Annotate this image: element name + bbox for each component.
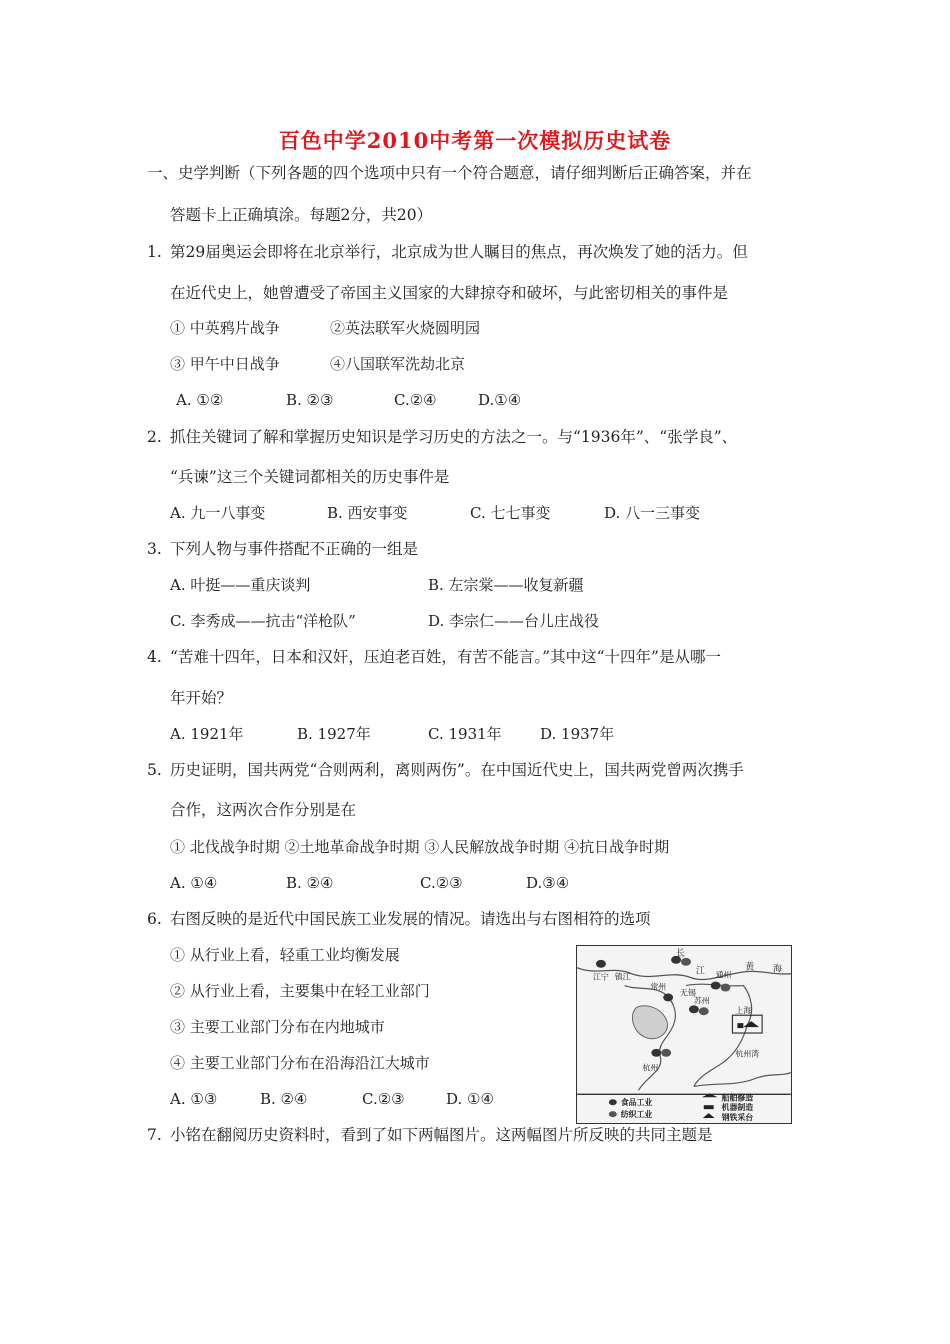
section-heading: 一、史学判断（下列各题的四个选项中只有一个符合题意，请仔细判断后正确答案，并在 — [147, 164, 752, 182]
question-6-item: ① 从行业上看，轻重工业均衡发展 — [170, 946, 400, 964]
question-5-option-c[interactable]: C.②③ — [420, 874, 463, 892]
map-label-shanghai: 上海 — [735, 1006, 752, 1016]
legend-textile-industry: 纺织工业 — [620, 1110, 653, 1120]
question-5-option-a[interactable]: A. ①④ — [170, 874, 218, 892]
section-instructions: 答题卡上正确填涂。每题2分，共20） — [170, 206, 433, 224]
question-5-items: ① 北伐战争时期 ②土地革命战争时期 ③人民解放战争时期 ④抗日战争时期 — [170, 838, 670, 856]
question-7-number: 7. — [147, 1126, 162, 1144]
question-6-option-d[interactable]: D. ①④ — [446, 1090, 494, 1108]
map-label-jiang: 江 — [695, 966, 705, 977]
question-2-text: 抓住关键词了解和掌握历史知识是学习历史的方法之一。与“1936年”、“张学良”、 — [170, 428, 738, 446]
question-1-option-c[interactable]: C.②④ — [394, 391, 437, 409]
question-1-option-d[interactable]: D.①④ — [478, 391, 522, 409]
question-4-number: 4. — [147, 648, 162, 666]
question-2-option-b[interactable]: B. 西安事变 — [327, 504, 408, 522]
question-6-item: ③ 主要工业部门分布在内地城市 — [170, 1018, 385, 1036]
question-5-text: 历史证明，国共两党“合则两利，离则两伤”。在中国近代史上，国共两党曾两次携手 — [170, 761, 744, 779]
question-1-option-b[interactable]: B. ②③ — [286, 391, 334, 409]
question-1-option-a[interactable]: A. ①② — [176, 391, 224, 409]
question-4-text-cont: 年开始？ — [170, 689, 233, 707]
industry-map — [577, 946, 791, 1123]
question-7-text: 小铭在翻阅历史资料时，看到了如下两幅图片。这两幅图片所反映的共同主题是 — [170, 1126, 713, 1144]
map-label-changzhou: 常州 — [650, 982, 667, 992]
legend-steel: 钢铁采台 — [721, 1113, 754, 1123]
question-6-option-b[interactable]: B. ②④ — [260, 1090, 308, 1108]
question-5-option-b[interactable]: B. ②④ — [286, 874, 334, 892]
question-6-option-a[interactable]: A. ①③ — [170, 1090, 218, 1108]
map-label-chang: 长 — [676, 948, 685, 959]
question-2-number: 2. — [147, 428, 162, 446]
question-3-option-d[interactable]: D. 李宗仁——台儿庄战役 — [428, 612, 600, 630]
page-title: 百色中学2010中考第一次模拟历史试卷 — [278, 128, 672, 153]
question-2-option-a[interactable]: A. 九一八事变 — [170, 504, 266, 522]
question-6-number: 6. — [147, 910, 162, 928]
question-3-number: 3. — [147, 540, 162, 558]
question-1-item: ④八国联军洗劫北京 — [330, 355, 466, 373]
question-1-item: ① 中英鸦片战争 — [170, 319, 280, 337]
question-5-number: 5. — [147, 761, 162, 779]
question-1-item: ③ 甲午中日战争 — [170, 355, 280, 373]
question-4-option-b[interactable]: B. 1927年 — [297, 725, 371, 743]
legend-food-industry: 食品工业 — [620, 1098, 653, 1108]
question-6-item: ② 从行业上看，主要集中在轻工业部门 — [170, 982, 430, 1000]
question-6-item: ④ 主要工业部门分布在沿海沿江大城市 — [170, 1054, 430, 1072]
question-1-number: 1. — [147, 243, 162, 261]
question-5-option-d[interactable]: D.③④ — [526, 874, 570, 892]
question-4-option-d[interactable]: D. 1937年 — [540, 725, 615, 743]
question-1-text-cont: 在近代史上，她曾遭受了帝国主义国家的大肆掠夺和破坏，与此密切相关的事件是 — [170, 284, 729, 302]
map-label-hangzhou: 杭州 — [642, 1063, 659, 1073]
question-3-option-c[interactable]: C. 李秀成——抗击“洋枪队” — [170, 612, 356, 630]
legend-machinery: 机器制造 — [721, 1103, 754, 1113]
question-3-text: 下列人物与事件搭配不正确的一组是 — [170, 540, 419, 558]
map-label-zhenjiang: 镇江 — [614, 972, 631, 982]
map-label-hangzhouwan: 杭州湾 — [735, 1049, 760, 1059]
question-6-text: 右图反映的是近代中国民族工业发展的情况。请选出与右图相符的选项 — [170, 910, 651, 928]
map-label-jiangning: 江宁 — [593, 972, 609, 982]
legend-shipbuilding: 船舶修造 — [721, 1093, 754, 1103]
question-2-option-d[interactable]: D. 八一三事变 — [604, 504, 701, 522]
question-4-text: “苦难十四年，日本和汉奸，压迫老百姓，有苦不能言。”其中这“十四年”是从哪一 — [170, 648, 721, 666]
question-1-text: 第29届奥运会即将在北京举行，北京成为世人瞩目的焦点，再次焕发了她的活力。但 — [170, 243, 748, 261]
map-label-wuxi: 无锡 — [680, 988, 696, 998]
map-label-hai: 海 — [772, 964, 782, 975]
question-4-option-c[interactable]: C. 1931年 — [428, 725, 502, 743]
question-1-item: ②英法联军火烧圆明园 — [330, 319, 481, 337]
question-4-option-a[interactable]: A. 1921年 — [170, 725, 244, 743]
question-2-option-c[interactable]: C. 七七事变 — [470, 504, 551, 522]
map-label-tongzhou: 通州 — [715, 970, 732, 980]
question-2-text-cont: “兵谏”这三个关键词都相关的历史事件是 — [170, 468, 450, 486]
map-label-huang: 黄 — [745, 962, 755, 973]
industry-map-figure — [576, 945, 792, 1124]
map-label-suzhou: 苏州 — [693, 996, 710, 1006]
question-3-option-b[interactable]: B. 左宗棠——收复新疆 — [428, 576, 584, 594]
question-5-text-cont: 合作，这两次合作分别是在 — [170, 801, 357, 819]
question-6-option-c[interactable]: C.②③ — [362, 1090, 405, 1108]
question-3-option-a[interactable]: A. 叶挺——重庆谈判 — [170, 576, 311, 594]
